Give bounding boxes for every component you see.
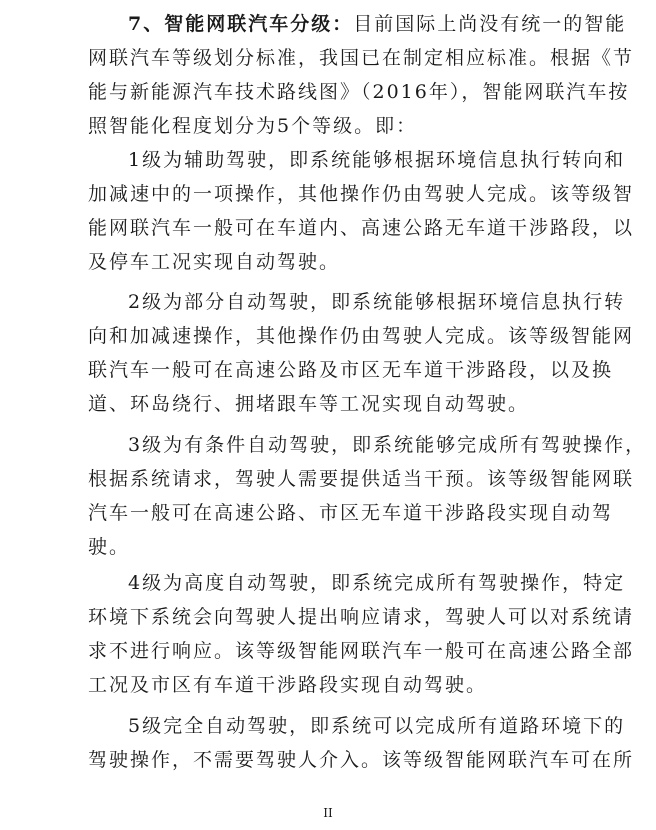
level-2-paragraph [88, 285, 635, 421]
paragraph-line: 驾驶操作，不需要驾驶人介入。该等级智能网联汽车可在所 [88, 749, 635, 771]
paragraph-line: 及停车工况实现自动驾驶。 [88, 251, 341, 273]
level-4-paragraph [88, 566, 635, 702]
level-1-paragraph [88, 143, 635, 279]
paragraph-line: 能网联汽车一般可在车道内、高速公路无车道干涉路段，以 [88, 217, 635, 239]
paragraph-line: 道、环岛绕行、拥堵跟车等工况实现自动驾驶。 [88, 393, 530, 415]
paragraph-line: 2级为部分自动驾驶，即系统能够根据环境信息执行转 [128, 291, 626, 313]
paragraph-line [88, 7, 627, 41]
paragraph-line: 驶。 [88, 536, 131, 558]
paragraph-line: 加减速中的一项操作，其他操作仍由驾驶人完成。该等级智 [88, 183, 635, 205]
paragraph-line: 环境下系统会向驾驶人提出响应请求，驾驶人可以对系统请 [88, 606, 635, 628]
paragraph-line: 网联汽车等级划分标准，我国已在制定相应标准。根据《节 [88, 47, 635, 69]
paragraph-line: 向和加减速操作，其他操作仍由驾驶人完成。该等级智能网 [88, 325, 635, 347]
paragraph-line: 求不进行响应。该等级智能网联汽车一般可在高速公路全部 [88, 640, 635, 662]
page-number: II [323, 806, 333, 820]
heading-line-text: 目前国际上尚没有统一的智能 [353, 13, 627, 35]
level-3-paragraph [88, 428, 647, 564]
section-heading: 7、智能网联汽车分级： [128, 13, 354, 35]
paragraph-line: 5级完全自动驾驶，即系统可以完成所有道路环境下的 [128, 715, 626, 737]
section-7-paragraph [88, 7, 635, 143]
level-5-paragraph [88, 709, 635, 777]
paragraph-line: 汽车一般可在高速公路、市区无车道干涉路段实现自动驾 [88, 502, 614, 524]
paragraph-line: 3级为有条件自动驾驶，即系统能够完成所有驾驶操作， [128, 434, 647, 456]
paragraph-line: 1级为辅助驾驶，即系统能够根据环境信息执行转向和 [128, 149, 626, 171]
paragraph-line: 4级为高度自动驾驶，即系统完成所有驾驶操作，特定 [128, 572, 626, 594]
paragraph-line: 根据系统请求，驾驶人需要提供适当干预。该等级智能网联 [88, 468, 635, 490]
paragraph-line: 照智能化程度划分为5个等级。即： [88, 115, 418, 137]
paragraph-line: 联汽车一般可在高速公路及市区无车道干涉路段，以及换 [88, 359, 614, 381]
paragraph-line: 能与新能源汽车技术路线图》（2016年），智能网联汽车按 [88, 81, 630, 103]
paragraph-line: 工况及市区有车道干涉路段实现自动驾驶。 [88, 674, 488, 696]
